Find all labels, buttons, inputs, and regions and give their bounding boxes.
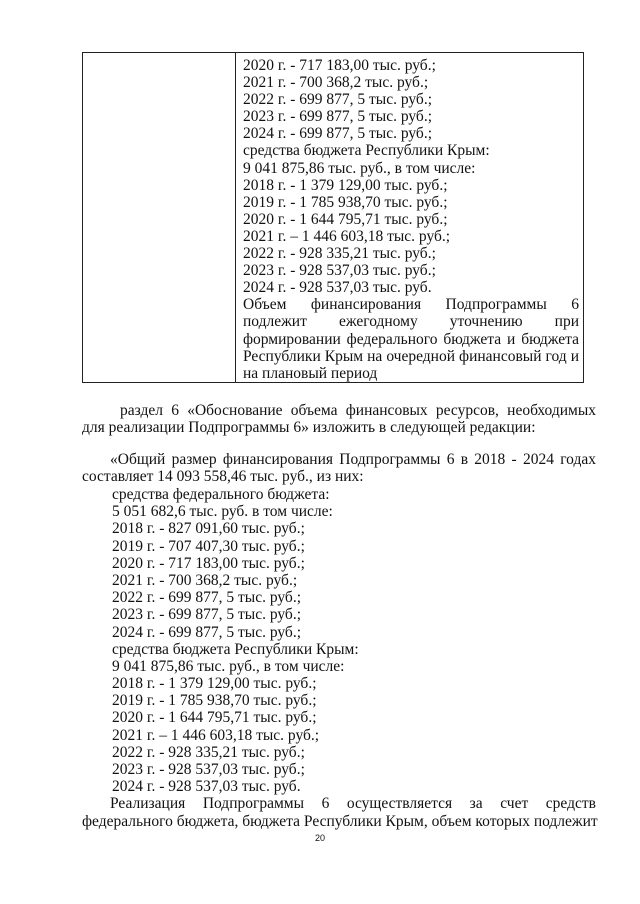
table-line: 2018 г. - 1 379 129,00 тыс. руб.; [243,176,448,194]
word: Реализация [110,795,186,812]
funding-line: 2019 г. - 707 407,30 тыс. руб.; [112,537,305,555]
funding-line: 2020 г. - 717 183,00 тыс. руб.; [112,554,305,572]
funding-line: 2024 г. - 928 537,03 тыс. руб. [112,778,301,796]
funding-line: средства федерального бюджета: [112,486,330,503]
implementation-line-2: федерального бюджета, бюджета Республики Крым, объем которых подлежит [82,812,598,830]
table-line: 2022 г. - 928 335,21 тыс. руб.; [243,245,436,263]
table-line: средства бюджета Республики Крым: [243,142,490,160]
table-line: 2020 г. - 717 183,00 тыс. руб.; [243,57,436,74]
word: за [469,795,483,812]
table-line: 2024 г. - 928 537,03 тыс. руб. [243,279,432,297]
table-line: 2021 г. – 1 446 603,18 тыс. руб.; [243,227,451,245]
word: Подпрограммы [202,795,305,812]
page-number: 20 [314,833,325,843]
word: осуществляется [346,795,453,812]
table-line: 2021 г. - 700 368,2 тыс. руб.; [243,74,429,92]
table-line: 2024 г. - 699 877, 5 тыс. руб.; [243,125,432,143]
total-funding-paragraph: «Общий размер финансирования Подпрограммы 6 в 2018 - 2024 годах составляет 14 093 558,46 тыс. руб., из них: [82,451,596,486]
table-line: 2023 г. - 699 877, 5 тыс. руб.; [243,108,432,126]
funding-line: средства бюджета Республики Крым: [112,640,359,658]
table-line: 2020 г. - 1 644 795,71 тыс. руб.; [243,210,448,228]
table-line: 2023 г. - 928 537,03 тыс. руб.; [243,262,436,280]
funding-line: 2023 г. - 699 877, 5 тыс. руб.; [112,606,301,624]
funding-line: 9 041 875,86 тыс. руб., в том числе: [112,657,345,675]
funding-line: 2020 г. - 1 644 795,71 тыс. руб.; [112,709,317,727]
funding-line: 2021 г. - 700 368,2 тыс. руб.; [112,571,298,589]
table-line: 2019 г. - 1 785 938,70 тыс. руб.; [243,193,448,211]
table-note: Объем финансирования Подпрограммы 6 подлежит ежегодному уточнению при формировании федерального бюджета и бюджета Республики Крым на очередной финансовый год и на плановый период [243,296,579,382]
funding-line: 5 051 682,6 тыс. руб. в том числе: [112,503,333,521]
funding-lines [112,486,359,795]
funding-line: 2018 г. - 1 379 129,00 тыс. руб.; [112,675,317,693]
word: 6 [321,795,330,812]
word: средств [545,795,596,812]
table-right-cell [236,53,583,382]
funding-line: 2021 г. – 1 446 603,18 тыс. руб.; [112,726,320,744]
funding-line: 2022 г. - 699 877, 5 тыс. руб.; [112,589,301,607]
funding-line: 2022 г. - 928 335,21 тыс. руб.; [112,743,305,761]
table-left-cell [83,53,236,382]
funding-line: 2023 г. - 928 537,03 тыс. руб.; [112,761,305,778]
funding-table [82,52,584,383]
funding-line: 2019 г. - 1 785 938,70 тыс. руб.; [112,692,317,710]
funding-line: 2024 г. - 699 877, 5 тыс. руб.; [112,623,301,641]
table-line: 2022 г. - 699 877, 5 тыс. руб.; [243,91,432,109]
implementation-paragraph [82,795,596,830]
word: счет [500,795,529,812]
implementation-line-1 [82,795,596,813]
funding-line: 2018 г. - 827 091,60 тыс. руб.; [112,520,305,538]
section-intro-paragraph: раздел 6 «Обоснование объема финансовых ресурсов, необходимых для реализации Подпрограммы 6» изложить в следующей редакции: [82,402,596,437]
table-line: 9 041 875,86 тыс. руб., в том числе: [243,159,476,177]
